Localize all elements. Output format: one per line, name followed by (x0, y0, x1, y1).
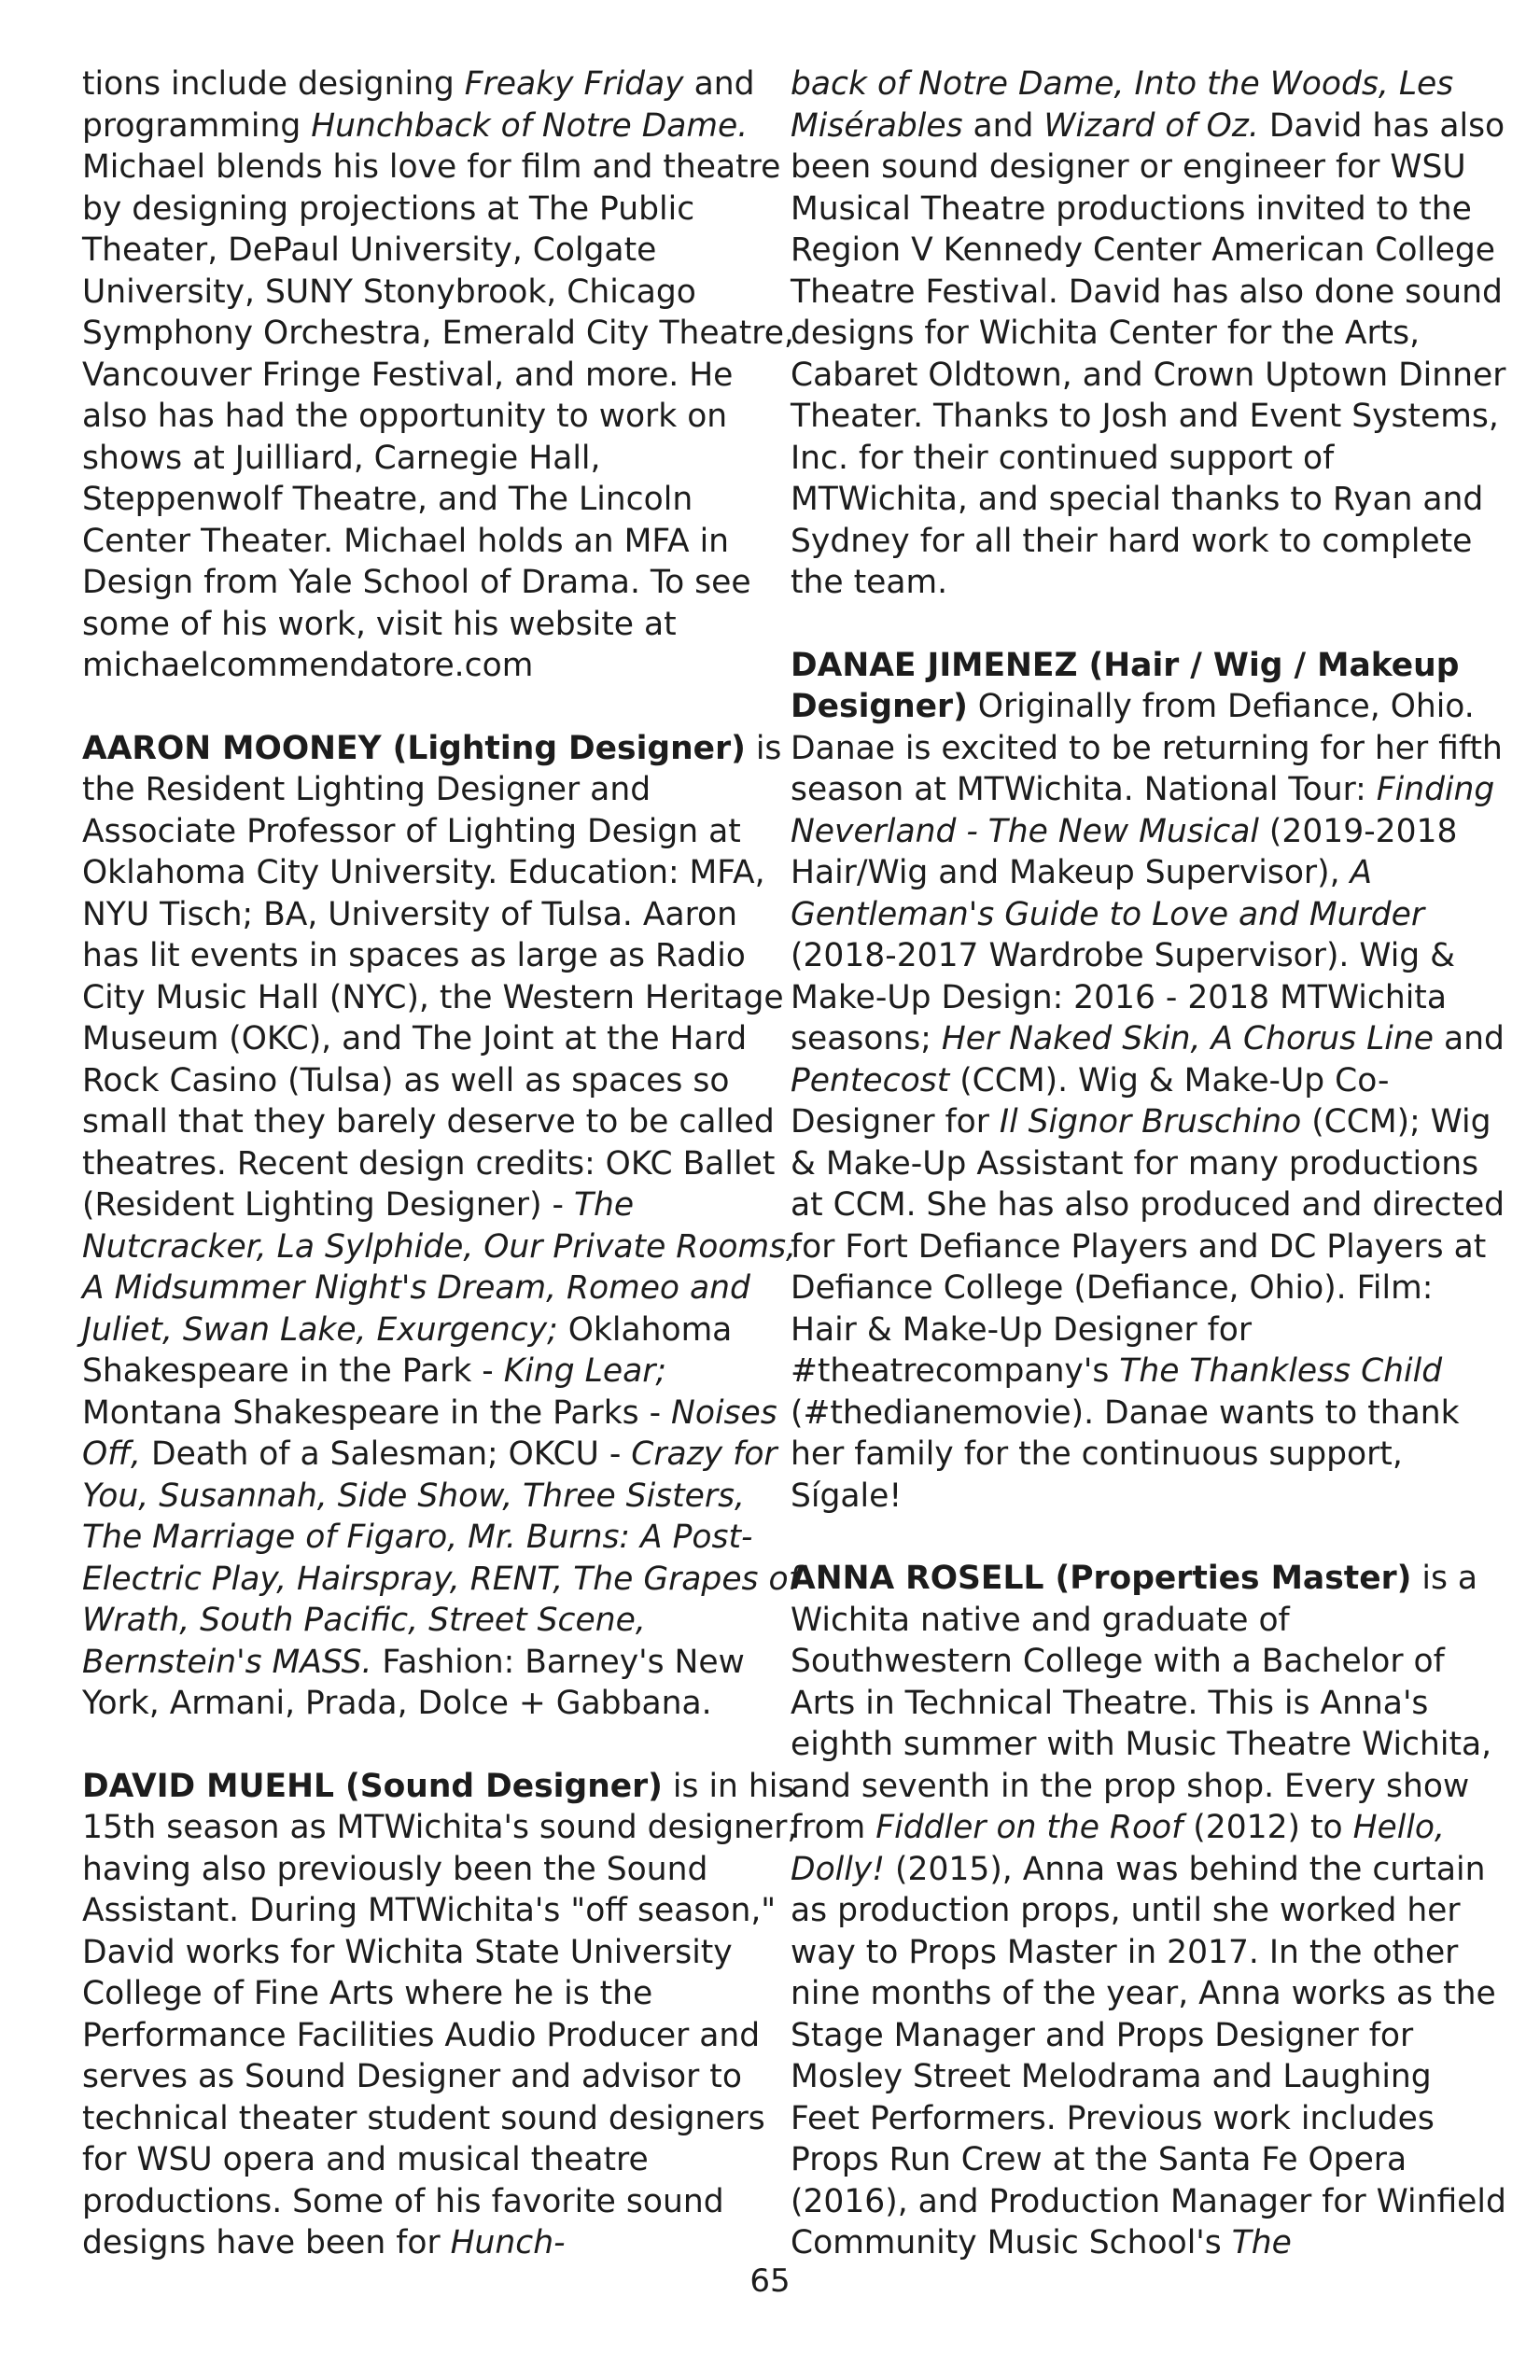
bio-paragraph-danae-jimenez (791, 645, 1509, 1518)
bio-text: Montana Shakespeare in the Parks - (82, 1393, 672, 1432)
bio-paragraph-david-muehl-continued (791, 63, 1509, 604)
bio-paragraph-michael-continued (82, 63, 801, 687)
bio-paragraph-david-muehl (82, 1766, 801, 2264)
bio-paragraph-aaron-mooney (82, 728, 801, 1725)
bio-text: David has also been sound designer or engineer for WSU Musical Theatre productions invited to the Region V Kennedy Center American College Theatre Festival. David has also done sound designs for Wichita Center for the Arts, Cabaret Oldtown, and Crown Uptown Dinner Theater. Thanks to Josh and Event Systems, Inc. for their continued support of MTWichita, and special thanks to Ryan and Sydney for all their hard work to complete the team. (791, 106, 1506, 601)
left-column (82, 63, 801, 2264)
bio-text: and (1433, 1020, 1505, 1057)
production-title: Hunch- (450, 2224, 566, 2261)
production-title: Il Signor Bruschino (999, 1103, 1302, 1141)
production-title: Crazy for You, Susannah, Side Show, Three Sisters, The Marriage of Figaro, Mr. Burns: A Post-Electric Play, Hairspray, RENT, The Grapes of Wrath, South Pacific, Street Scene, Bernstein's MASS. (82, 1435, 800, 1681)
production-title: Wizard of Oz. (1043, 106, 1259, 145)
bio-text: (2018-2017 Wardrobe Supervisor). Wig & Make-Up Design: 2016 - 2018 MTWichita seasons; (791, 937, 1456, 1057)
production-title: A Gentleman's Guide to Love and Murder (791, 854, 1425, 933)
bio-text: (2015), Anna was behind the curtain as production props, until she worked her way to Props Master in 2017. In the other nine months of the year, Anna works as the Stage Manager and Props Designer for Mosley Street Melodrama and Laughing Feet Performers. Previous work includes Props Run Crew at the Santa Fe Opera (2016), and Production Manager for Winfield Community Music School's (791, 1850, 1506, 2261)
production-title: The (1231, 2224, 1292, 2261)
production-title: The Nutcracker, La Sylphide, Our Private Rooms, A Midsummer Night's Dream, Romeo and Juliet, Swan Lake, Exurgency; (82, 1186, 797, 1349)
production-title: King Lear; (503, 1352, 667, 1390)
bio-text: and (962, 106, 1044, 145)
bio-text: Michael blends his love for film and theatre by designing projections at The Public Theater, DePaul University, Colgate University, SUNY Stonybrook, Chicago Symphony Orchestra, Emerald City Theatre, Vancouver Fringe Festival, and more. He also has had the opportunity to work on shows at Juilliard, Carnegie Hall, Steppenwolf Theatre, and The Lincoln Center Theater. Michael holds an MFA in Design from Yale School of Drama. To see some of his work, visit his website at michaelcommendatore.com (82, 148, 794, 684)
production-title: Noises Off, (82, 1393, 777, 1473)
bio-text: is the Resident Lighting Designer and Associate Professor of Lighting Design at Oklahoma City University. Education: MFA, NYU Tisch; BA, University of Tulsa. Aaron has lit events in spaces as large as Radio City Music Hall (NYC), the Western Heritage Museum (OKC), and The Joint at the Hard Rock Casino (Tulsa) as well as spaces so small that they barely deserve to be called theatres. Recent design credits: OKC Ballet (Resident Lighting Designer) - (82, 729, 784, 1224)
production-title: Freaky Friday (464, 65, 684, 103)
bio-text: is in his 15th season as MTWichita's sound designer, having also previously been the Sound Assistant. During MTWichita's "off season," David works for Wichita State University College of Fine Arts where he is the Performance Facilities Audio Producer and serves as Sound Designer and advisor to technical theater student sound designers for WSU opera and musical theatre productions. Some of his favorite sound designs have been for (82, 1767, 798, 2261)
production-title: Her Naked Skin, A Chorus Line (941, 1020, 1434, 1057)
bio-text: Fashion: Barney's New York, Armani, Prada, Dolce + Gabbana. (82, 1643, 745, 1722)
bio-text: Oklahoma Shakespeare in the Park - (82, 1310, 733, 1390)
bio-text: tions include designing (82, 65, 465, 103)
bio-text: (CCM); Wig & Make-Up Assistant for many productions at CCM. She has also produced and directed for Fort Defiance Players and DC Players at Defiance College (Defiance, Ohio). Film: Hair & Make-Up Designer for #theatrecompany's (791, 1103, 1505, 1390)
bio-text: Death of a Salesman; OKCU - (141, 1435, 632, 1473)
bio-text: (2019-2018 Hair/Wig and Makeup Supervisor), (791, 812, 1458, 891)
right-column (791, 63, 1509, 2264)
production-title: Hello, Dolly! (791, 1809, 1446, 1888)
bio-text: (CCM). Wig & Make-Up Co-Designer for (791, 1061, 1390, 1141)
production-title: Fiddler on the Roof (875, 1809, 1183, 1846)
bio-text: Originally from Defiance, Ohio. Danae is excited to be returning for her fifth season at MTWichita. National Tour: (791, 688, 1503, 808)
bio-text: (2012) to (1183, 1809, 1353, 1846)
bio-name-heading: ANNA ROSELL (Properties Master) (791, 1560, 1412, 1597)
bio-text: (#thedianemovie). Danae wants to thank her family for the continuous support, Sígale! (791, 1393, 1460, 1515)
production-title: back of Notre Dame, Into the Woods, Les Misérables (791, 65, 1454, 145)
bio-text: and programming (82, 65, 755, 145)
bio-name-heading: AARON MOONEY (Lighting Designer) (82, 729, 746, 767)
bio-paragraph-anna-rosell (791, 1558, 1509, 2264)
bio-name-heading: DANAE JIMENEZ (Hair / Wig / Makeup Designer) (791, 646, 1460, 725)
bio-name-heading: DAVID MUEHL (Sound Designer) (82, 1767, 663, 1805)
production-title: The Thankless Child (1119, 1352, 1443, 1390)
production-title: Pentecost (791, 1061, 950, 1099)
production-title: Finding Neverland - The New Musical (791, 771, 1495, 850)
page-number: 65 (749, 2262, 791, 2300)
bio-text: is a Wichita native and graduate of Southwestern College with a Bachelor of Arts in Technical Theatre. This is Anna's eighth summer with Music Theatre Wichita, and seventh in the prop shop. Every show from (791, 1560, 1492, 1846)
production-title: Hunchback of Notre Dame. (311, 106, 749, 145)
